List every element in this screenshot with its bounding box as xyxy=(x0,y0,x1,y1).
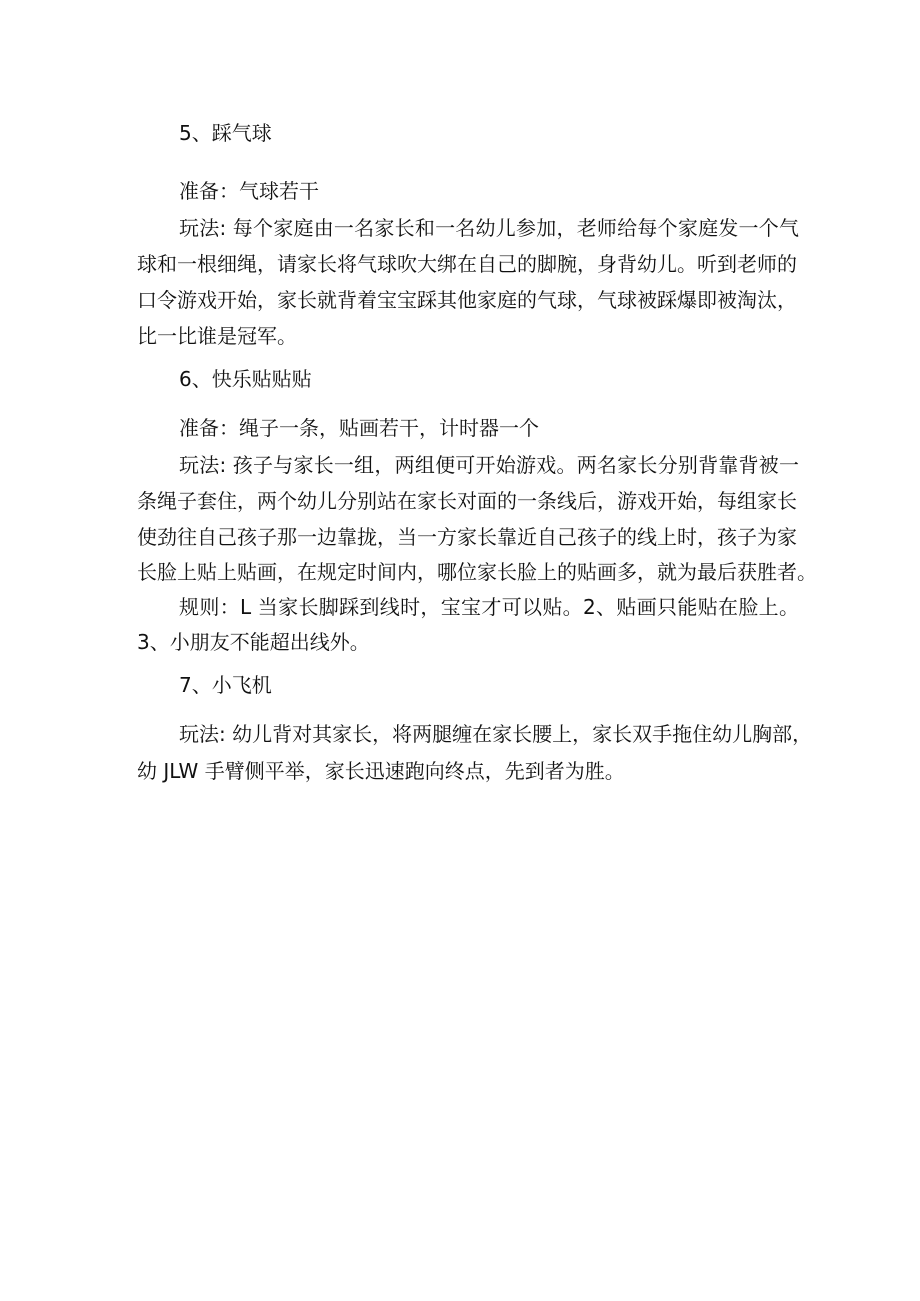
paragraph-line: 比一比谁是冠军。 xyxy=(137,324,297,348)
rule-line: 规则：L 当家长脚踩到线时，宝宝才可以贴。2、贴画只能贴在脸上。 xyxy=(179,595,799,619)
section-heading: 5、踩气球 xyxy=(179,121,272,145)
prep-line: 准备：气球若干 xyxy=(179,179,319,203)
paragraph-line: 玩法: 孩子与家长一组，两组便可开始游戏。两名家长分别背靠背被一 xyxy=(179,453,799,477)
prep-line: 准备：绳子一条，贴画若干，计时器一个 xyxy=(179,416,539,440)
section-heading: 7、小飞机 xyxy=(179,673,272,697)
paragraph-line: 玩法: 每个家庭由一名家长和一名幼儿参加，老师给每个家庭发一个气 xyxy=(179,216,799,240)
paragraph-line: 幼 JLW 手臂侧平举，家长迅速跑向终点，先到者为胜。 xyxy=(137,759,625,783)
paragraph-line: 玩法: 幼儿背对其家长，将两腿缠在家长腰上，家长双手拖住幼儿胸部， xyxy=(179,722,813,746)
section-heading: 6、快乐贴贴贴 xyxy=(179,367,312,391)
paragraph-line: 使劲往自己孩子那一边靠拢，当一方家长靠近自己孩子的线上时，孩子为家 xyxy=(137,525,797,549)
paragraph-line: 条绳子套住，两个幼儿分别站在家长对面的一条线后，游戏开始，每组家长 xyxy=(137,489,797,513)
paragraph-line: 长脸上贴上贴画，在规定时间内，哪位家长脸上的贴画多，就为最后获胜者。 xyxy=(137,560,817,584)
rule-line: 3、小朋友不能超出线外。 xyxy=(137,630,370,654)
paragraph-line: 口令游戏开始，家长就背着宝宝踩其他家庭的气球，气球被踩爆即被淘汰， xyxy=(137,288,797,312)
paragraph-line: 球和一根细绳，请家长将气球吹大绑在自己的脚腕，身背幼儿。听到老师的 xyxy=(137,252,797,276)
